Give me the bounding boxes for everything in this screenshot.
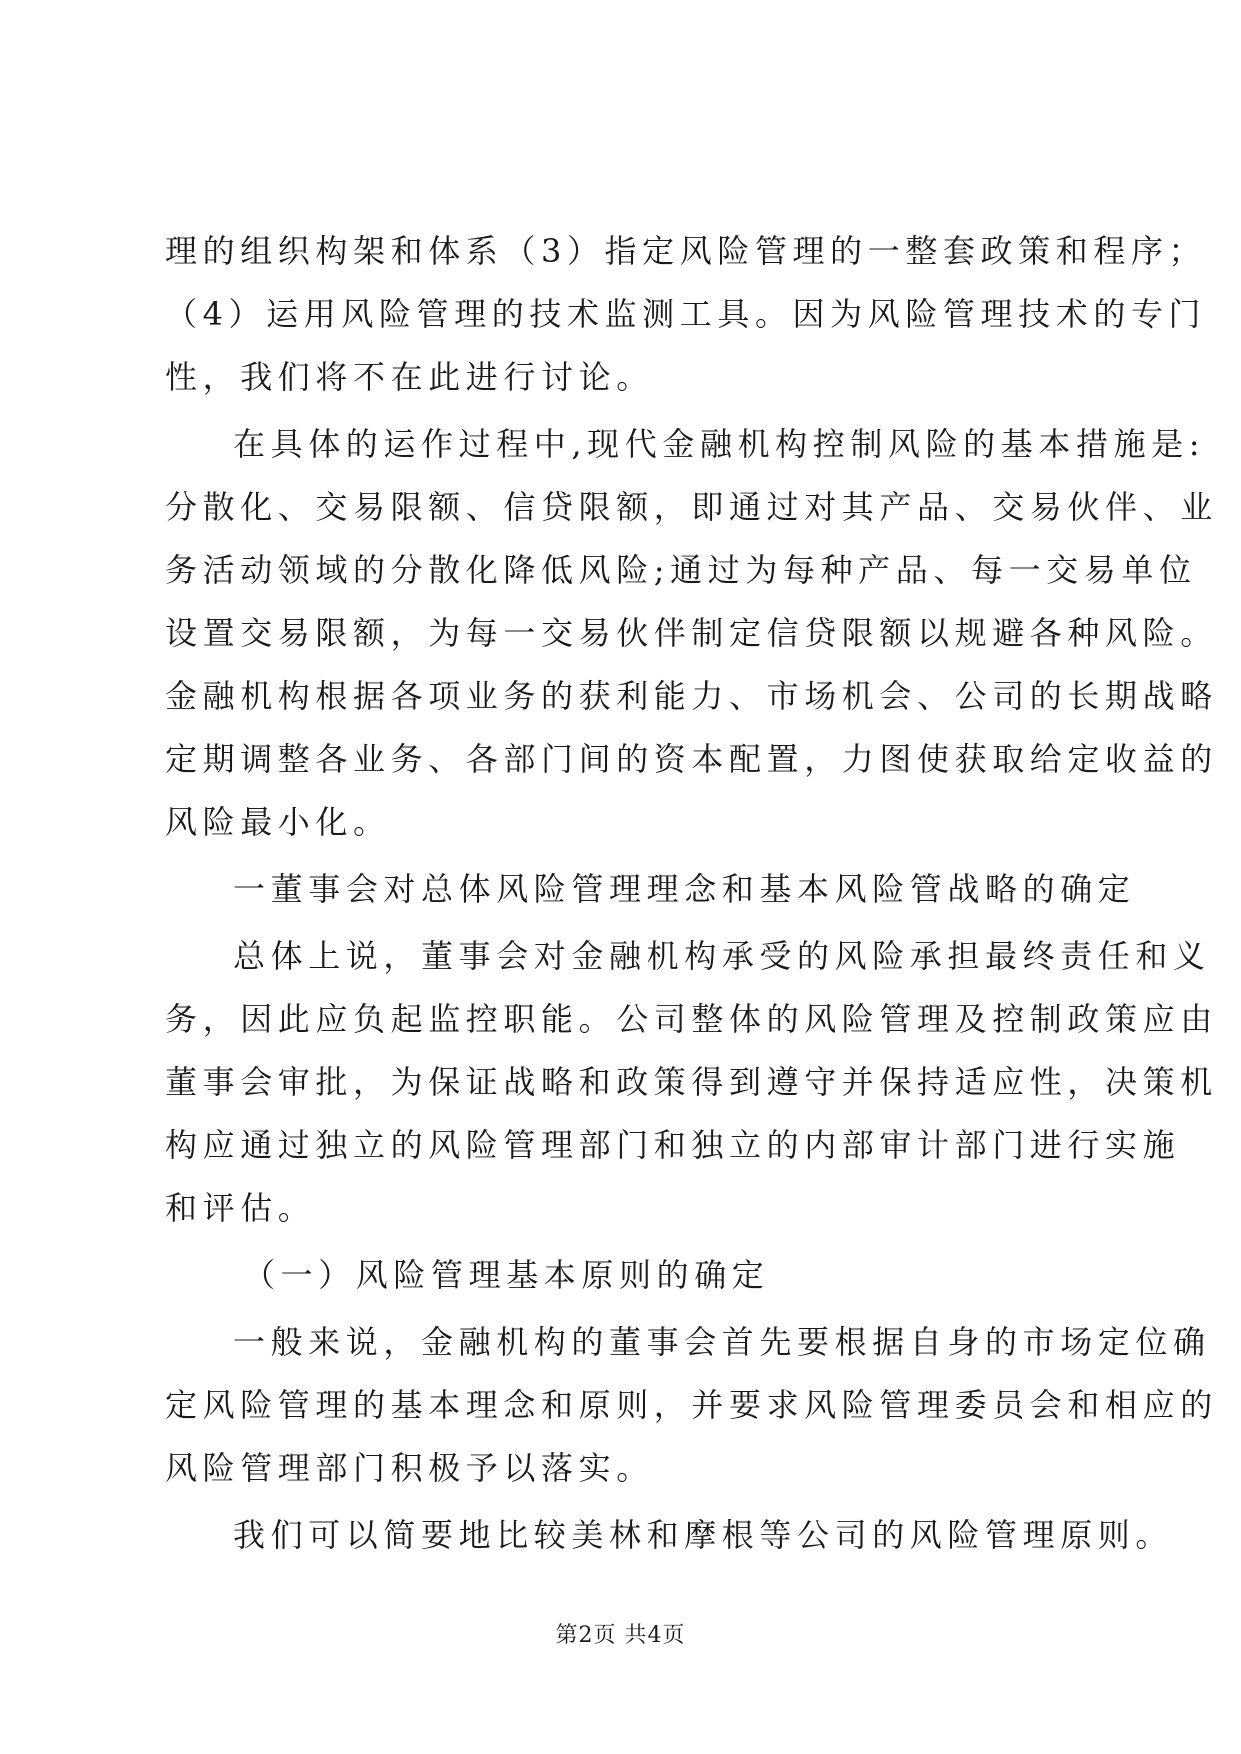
text-line: 定风险管理的基本理念和原则，并要求风险管理委员会和相应的	[165, 1386, 1218, 1424]
text-line: 董事会审批，为保证战略和政策得到遵守并保持适应性，决策机	[165, 1063, 1218, 1101]
subsection-heading: （一）风险管理基本原则的确定	[243, 1256, 770, 1294]
document-body	[165, 220, 1218, 1567]
text-line: （4）运用风险管理的技术监测工具。因为风险管理技术的专门	[165, 295, 1207, 333]
text-line: 风险最小化。	[165, 803, 391, 841]
text-line: 设置交易限额，为每一交易伙伴制定信贷限额以规避各种风险。	[165, 614, 1218, 652]
text-line: 务活动领域的分散化降低风险;通过为每种产品、每一交易单位	[165, 551, 1197, 589]
paragraph-first-line: 一般来说，金融机构的董事会首先要根据自身的市场定位确	[233, 1323, 1211, 1361]
text-line: 理的组织构架和体系（3）指定风险管理的一整套政策和程序；	[165, 232, 1207, 270]
text-line: 分散化、交易限额、信贷限额，即通过对其产品、交易伙伴、业	[165, 488, 1218, 526]
text-line: 务，因此应负起监控职能。公司整体的风险管理及控制政策应由	[165, 1000, 1218, 1038]
text-line: 定期调整各业务、各部门间的资本配置，力图使获取给定收益的	[165, 740, 1218, 778]
paragraph-first-line: 我们可以简要地比较美林和摩根等公司的风险管理原则。	[233, 1516, 1174, 1554]
text-line: 金融机构根据各项业务的获利能力、市场机会、公司的长期战略	[165, 677, 1218, 715]
paragraph-first-line: 在具体的运作过程中,现代金融机构控制风险的基本措施是:	[233, 425, 1206, 463]
page-footer: 第2页 共4页	[555, 1623, 686, 1648]
text-line: 构应通过独立的风险管理部门和独立的内部审计部门进行实施	[165, 1126, 1181, 1164]
text-line: 风险管理部门积极予以落实。	[165, 1449, 654, 1487]
text-line: 性，我们将不在此进行讨论。	[165, 358, 654, 396]
text-line: 和评估。	[165, 1189, 316, 1227]
section-heading: 一董事会对总体风险管理理念和基本风险管战略的确定	[233, 870, 1136, 908]
paragraph-first-line: 总体上说，董事会对金融机构承受的风险承担最终责任和义	[233, 937, 1211, 975]
